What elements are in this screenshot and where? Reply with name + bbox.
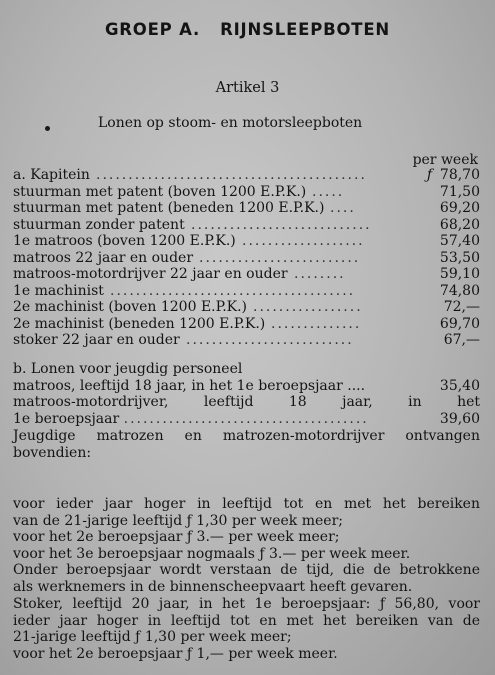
- leader-dots: ..........................: [186, 332, 354, 348]
- leader-dots: ....: [330, 200, 356, 216]
- wage-row: [13, 266, 480, 283]
- paragraph-line: ieder jaar hoger in leeftijd tot en met het bereiken van de: [13, 612, 480, 629]
- wage-value: 72,—: [443, 299, 480, 315]
- wage-value: 53,50: [439, 249, 480, 266]
- youth-label: 1e beroepsjaar: [13, 410, 120, 427]
- paragraph-line: voor het 3e beroepsjaar nogmaals ƒ 3.— per week meer.: [13, 545, 411, 562]
- wage-label: matroos-motordrijver 22 jaar en ouder: [13, 266, 288, 282]
- jeugdige-paragraph: [13, 428, 480, 461]
- wage-value: 59,10: [439, 266, 480, 282]
- wage-value: 67,—: [443, 332, 480, 348]
- wage-value: 69,20: [439, 200, 480, 216]
- page-heading: [0, 20, 495, 39]
- leader-dots: ..........................................: [96, 167, 367, 183]
- wage-row: [13, 200, 480, 217]
- wage-row: [13, 283, 480, 300]
- youth-row: [13, 378, 480, 395]
- wage-row: [13, 184, 480, 201]
- wage-label: stuurman zonder patent: [13, 216, 185, 233]
- leader-dots: .................: [253, 299, 363, 315]
- youth-row-text: matroos-motordrijver, leeftijd 18 jaar, in het: [13, 394, 480, 410]
- wage-value: 69,70: [439, 315, 480, 332]
- wage-value: 78,70: [439, 167, 480, 183]
- stoker-paragraph: [13, 596, 480, 662]
- article-title: Artikel 3: [215, 80, 280, 96]
- wage-value: 68,20: [439, 216, 480, 233]
- wage-row: [13, 167, 480, 184]
- paragraph-line: Stoker, leeftijd 20 jaar, in het 1e beroepsjaar: ƒ 56,80, voor: [13, 596, 480, 612]
- wage-row: [13, 250, 480, 267]
- leader-dots: .........................: [199, 249, 361, 266]
- leader-dots: ......................................: [123, 410, 369, 427]
- wage-label: 2e machinist (beneden 1200 E.P.K.): [13, 315, 266, 332]
- wage-row: [13, 332, 480, 349]
- paragraph-line: voor het 2e beroepsjaar ƒ 3.— per week meer;: [13, 529, 340, 545]
- paragraph-line: voor het 2e beroepsjaar ƒ 1,— per week meer.: [13, 645, 338, 662]
- section-subtitle: Lonen op stoom- en motorsleepboten: [98, 115, 363, 131]
- paragraph-line: van de 21-jarige leeftijd ƒ 1,30 per week meer;: [13, 512, 343, 529]
- wage-label: a. Kapitein: [13, 167, 90, 183]
- wage-table: [13, 167, 480, 349]
- wage-label: stuurman met patent (beneden 1200 E.P.K.): [13, 200, 325, 216]
- youth-row: [13, 411, 480, 428]
- paragraph-line: als werknemers in de binnenscheepvaart heeft gevaren.: [13, 578, 413, 595]
- wage-row: [13, 233, 480, 250]
- paragraph-line: Jeugdige matrozen en matrozen-motordrijver ontvangen: [13, 428, 480, 444]
- wage-value: 71,50: [439, 183, 480, 200]
- wage-label: 1e matroos (boven 1200 E.P.K.): [13, 233, 236, 249]
- increments-paragraph: [13, 496, 480, 595]
- paragraph-line: Onder beroepsjaar wordt verstaan de tijd, die de betrokkene: [13, 562, 480, 578]
- wage-value: 74,80: [439, 282, 480, 299]
- per-week-header: per week: [412, 152, 478, 168]
- wage-value: 57,40: [439, 233, 480, 249]
- wage-label: stuurman met patent (boven 1200 E.P.K.): [13, 183, 307, 200]
- wage-label: matroos 22 jaar en ouder: [13, 249, 194, 266]
- wage-label: 1e machinist: [13, 282, 104, 299]
- section-b-heading: b. Lonen voor jeugdig personeel: [13, 361, 243, 377]
- leader-dots: ...................: [242, 233, 365, 249]
- paragraph-line: bovendien:: [13, 444, 92, 461]
- wage-row: [13, 217, 480, 234]
- paragraph-line: 21-jarige leeftijd ƒ 1,30 per week meer;: [13, 629, 292, 645]
- group-label: GROEP A.: [104, 20, 201, 39]
- leader-dots: ........: [294, 266, 346, 282]
- section-b: [13, 361, 480, 427]
- wage-label: stoker 22 jaar en ouder: [13, 332, 180, 348]
- wage-row: [13, 299, 480, 316]
- youth-value: 39,60: [439, 410, 480, 427]
- leader-dots: ..............: [271, 315, 362, 332]
- group-title: RIJNSLEEPBOTEN: [220, 20, 391, 39]
- wage-row: [13, 316, 480, 333]
- leader-dots: .....: [312, 183, 345, 200]
- paragraph-line: voor ieder jaar hoger in leeftijd tot en met het bereiken: [13, 496, 480, 512]
- leader-dots: ............................: [191, 216, 372, 233]
- youth-value: 35,40: [439, 377, 480, 394]
- bullet-mark: [45, 126, 50, 131]
- youth-label: matroos, leeftijd 18 jaar, in het 1e beroepsjaar ....: [13, 377, 366, 394]
- wage-label: 2e machinist (boven 1200 E.P.K.): [13, 299, 248, 315]
- currency-symbol: ƒ: [426, 167, 432, 183]
- leader-dots: ......................................: [110, 282, 356, 299]
